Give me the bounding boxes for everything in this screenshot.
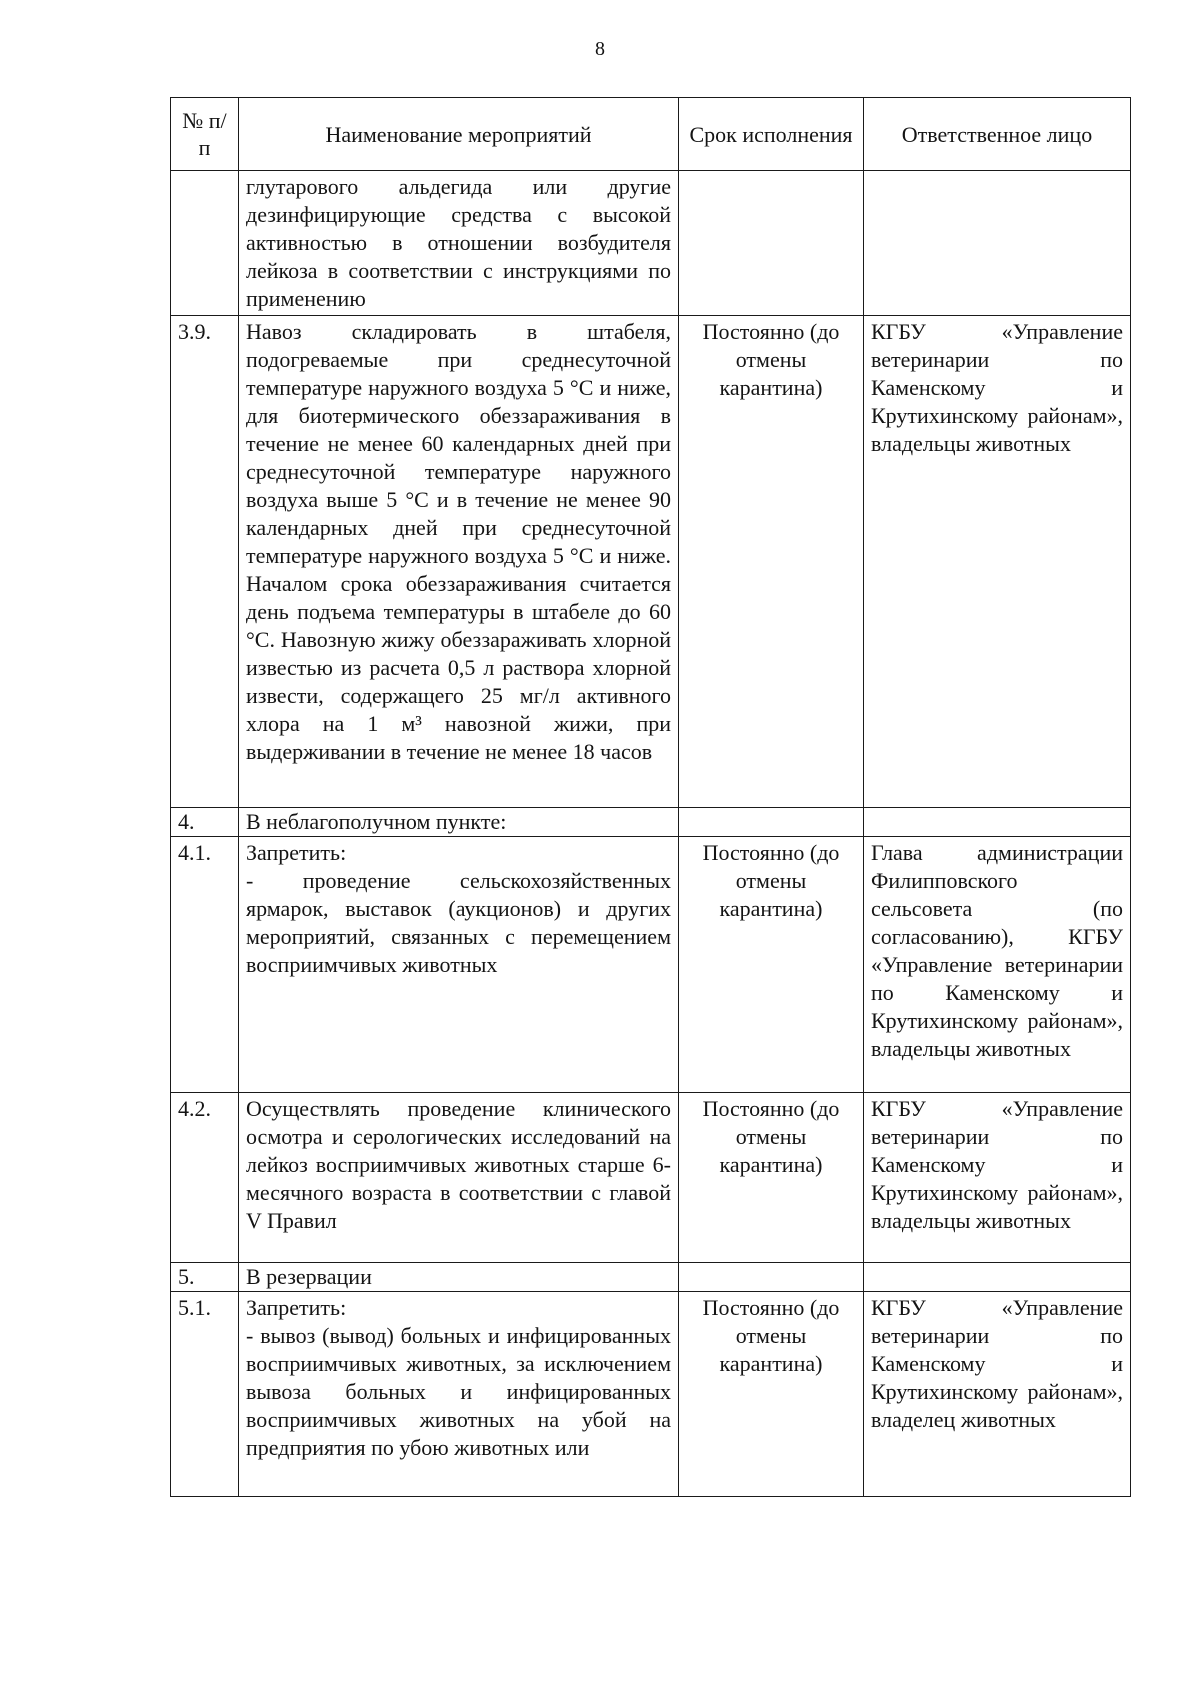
row-term — [679, 808, 864, 837]
measure-item: - проведение сельскохозяйственных ярмарок, выставок (аукционов) и других мероприятий, связанных с перемещением восприимчивых животных — [246, 868, 671, 977]
row-number: 3.9. — [171, 316, 239, 808]
measures-table — [170, 97, 1131, 1497]
row-measure — [239, 837, 679, 1093]
measure-lead: Запретить: — [246, 840, 347, 865]
header-name: Наименование мероприятий — [239, 98, 679, 171]
row-responsible — [864, 808, 1131, 837]
measure-item: - вывоз (вывод) больных и инфицированных восприимчивых животных, за исключением вывоза больных и инфицированных восприимчивых животных на убой на предприятия по убою животных или — [246, 1323, 671, 1460]
table-header-row — [171, 98, 1131, 171]
row-responsible: КГБУ «Управление ветеринарии по Каменскому и Крутихинскому районам», владелец животных — [864, 1292, 1131, 1497]
section-title: В резервации — [239, 1263, 679, 1292]
row-measure — [239, 1292, 679, 1497]
row-number: 4. — [171, 808, 239, 837]
section-row — [171, 808, 1131, 837]
page-number: 8 — [595, 38, 605, 60]
section-title: В неблагополучном пункте: — [239, 808, 679, 837]
row-responsible — [864, 171, 1131, 316]
table-row — [171, 171, 1131, 316]
row-responsible: КГБУ «Управление ветеринарии по Каменскому и Крутихинскому районам», владельцы животных — [864, 1093, 1131, 1263]
row-term — [679, 1263, 864, 1292]
table-row — [171, 837, 1131, 1093]
row-term: Постоянно (до отмены карантина) — [679, 1093, 864, 1263]
row-term: Постоянно (до отмены карантина) — [679, 316, 864, 808]
row-measure: Навоз складировать в штабеля, подогреваемые при среднесуточной температуре наружного воздуха 5 °С и ниже, для биотермического обеззараживания в течение не менее 60 календарных дней при среднесуточной температуре наружного воздуха выше 5 °С и в течение не менее 90 календарных дней при среднесуточной температуре наружного воздуха 5 °С и ниже. Началом срока обеззараживания считается день подъема температуры в штабеле до 60 °С. Навозную жижу обеззараживать хлорной известью из расчета 0,5 л раствора хлорной извести, содержащего 25 мг/л активного хлора на 1 м³ навозной жижи, при выдерживании в течение не менее 18 часов — [239, 316, 679, 808]
section-row — [171, 1263, 1131, 1292]
table-row — [171, 316, 1131, 808]
row-responsible: КГБУ «Управление ветеринарии по Каменскому и Крутихинскому районам», владельцы животных — [864, 316, 1131, 808]
row-term: Постоянно (до отмены карантина) — [679, 1292, 864, 1497]
row-number: 4.2. — [171, 1093, 239, 1263]
table-row — [171, 1292, 1131, 1497]
row-measure: глутарового альдегида или другие дезинфицирующие средства с высокой активностью в отношении возбудителя лейкоза в соответствии с инструкциями по применению — [239, 171, 679, 316]
header-responsible: Ответственное лицо — [864, 98, 1131, 171]
row-number: 5. — [171, 1263, 239, 1292]
measure-lead: Запретить: — [246, 1295, 347, 1320]
header-num: № п/п — [171, 98, 239, 171]
row-term — [679, 171, 864, 316]
row-responsible — [864, 1263, 1131, 1292]
header-term: Срок исполнения — [679, 98, 864, 171]
row-number: 4.1. — [171, 837, 239, 1093]
table-row — [171, 1093, 1131, 1263]
row-responsible: Глава администрации Филипповского сельсовета (по согласованию), КГБУ «Управление ветеринарии по Каменскому и Крутихинскому районам», владельцы животных — [864, 837, 1131, 1093]
row-number — [171, 171, 239, 316]
row-measure: Осуществлять проведение клинического осмотра и серологических исследований на лейкоз восприимчивых животных старше 6-месячного возраста в соответствии с главой V Правил — [239, 1093, 679, 1263]
row-term: Постоянно (до отмены карантина) — [679, 837, 864, 1093]
row-number: 5.1. — [171, 1292, 239, 1497]
